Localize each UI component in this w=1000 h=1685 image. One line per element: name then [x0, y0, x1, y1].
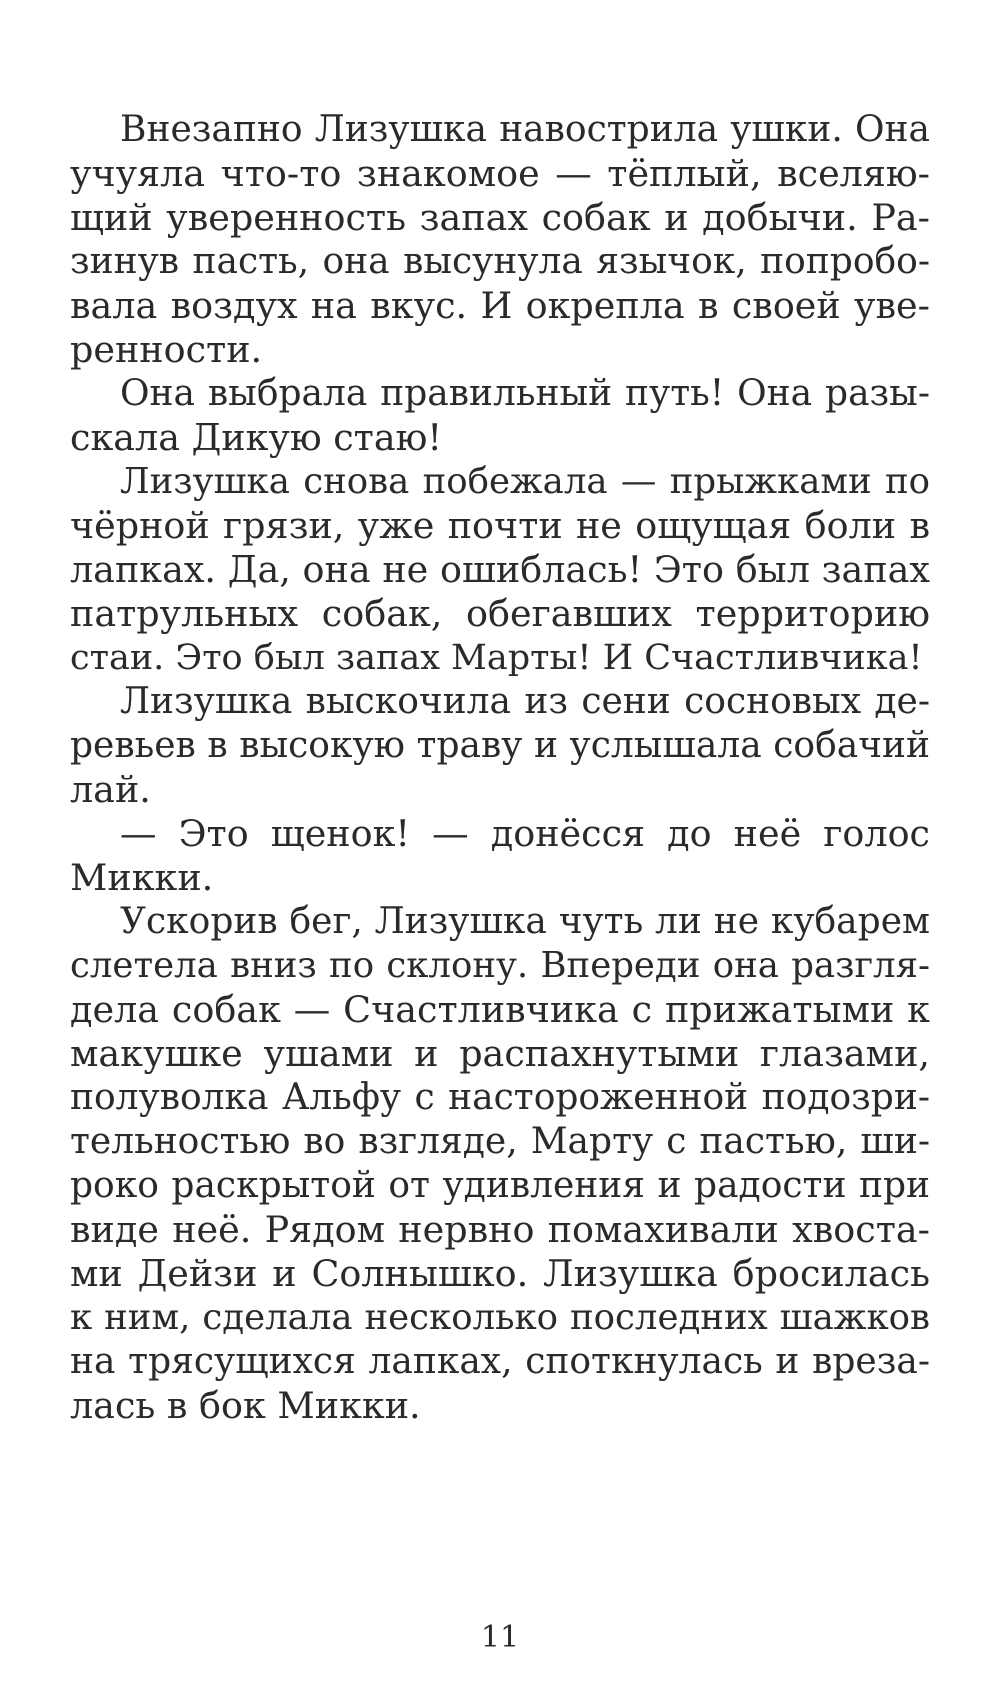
text-line: слетела вниз по склону. Впереди она разгля-	[70, 945, 930, 986]
text-line: виде неё. Рядом нервно помахивали хвоста-	[70, 1208, 930, 1251]
paragraph	[70, 680, 930, 812]
text-line: чёрной грязи, уже почти не ощущая боли в	[70, 504, 930, 547]
paragraph	[70, 812, 930, 900]
text-line: стаи. Это был запах Марты! И Счастливчика!	[70, 638, 923, 678]
text-line: — Это щенок! — донёсся до неё голос	[120, 812, 930, 855]
text-line: ми Дейзи и Солнышко. Лизушка бросилась	[70, 1252, 930, 1295]
paragraph	[70, 108, 930, 372]
text-line: Внезапно Лизушка навострила ушки. Она	[120, 109, 930, 150]
text-line: лапках. Да, она не ошиблась! Это был запах	[70, 548, 930, 591]
text-line: на трясущихся лапках, споткнулась и вреза-	[70, 1341, 930, 1382]
text-line: вала воздух на вкус. И окрепла в своей уве-	[70, 284, 930, 327]
text-line: полуволка Альфу с настороженной подозри-	[70, 1077, 930, 1118]
text-line: щий уверенность запах собак и добычи. Ра-	[70, 196, 930, 239]
text-line: зинув пасть, она высунула язычок, попробо-	[70, 241, 930, 282]
page-number: 11	[480, 1620, 520, 1655]
text-line: Лизушка выскочила из сени сосновых де-	[120, 681, 930, 722]
text-line: скала Дикую стаю!	[70, 416, 443, 459]
paragraph	[70, 900, 930, 1428]
text-line: Ускорив бег, Лизушка чуть ли не кубарем	[120, 901, 930, 942]
body-text	[70, 108, 930, 1428]
text-line: дела собак — Счастливчика с прижатыми к	[70, 988, 930, 1031]
text-line: Лизушка снова побежала — прыжками по	[120, 461, 930, 502]
paragraph	[70, 372, 930, 460]
text-line: макушке ушами и распахнутыми глазами,	[70, 1032, 930, 1075]
text-line: к ним, сделала несколько последних шажков	[70, 1297, 930, 1338]
text-line: лась в бок Микки.	[70, 1384, 421, 1427]
text-line: тельностью во взгляде, Марту с пастью, ши-	[70, 1121, 930, 1162]
text-line: ревьев в высокую траву и услышала собачий	[70, 725, 930, 766]
text-line: учуяла что-то знакомое — тёплый, вселяю-	[70, 152, 930, 195]
paragraph	[70, 460, 930, 680]
text-line: Микки.	[70, 856, 214, 899]
text-line: ренности.	[70, 328, 263, 371]
text-line: Она выбрала правильный путь! Она разы-	[120, 373, 930, 414]
text-line: роко раскрытой от удивления и радости при	[70, 1165, 930, 1206]
text-line: патрульных собак, обегавших территорию	[70, 592, 930, 635]
text-line: лай.	[70, 768, 151, 811]
